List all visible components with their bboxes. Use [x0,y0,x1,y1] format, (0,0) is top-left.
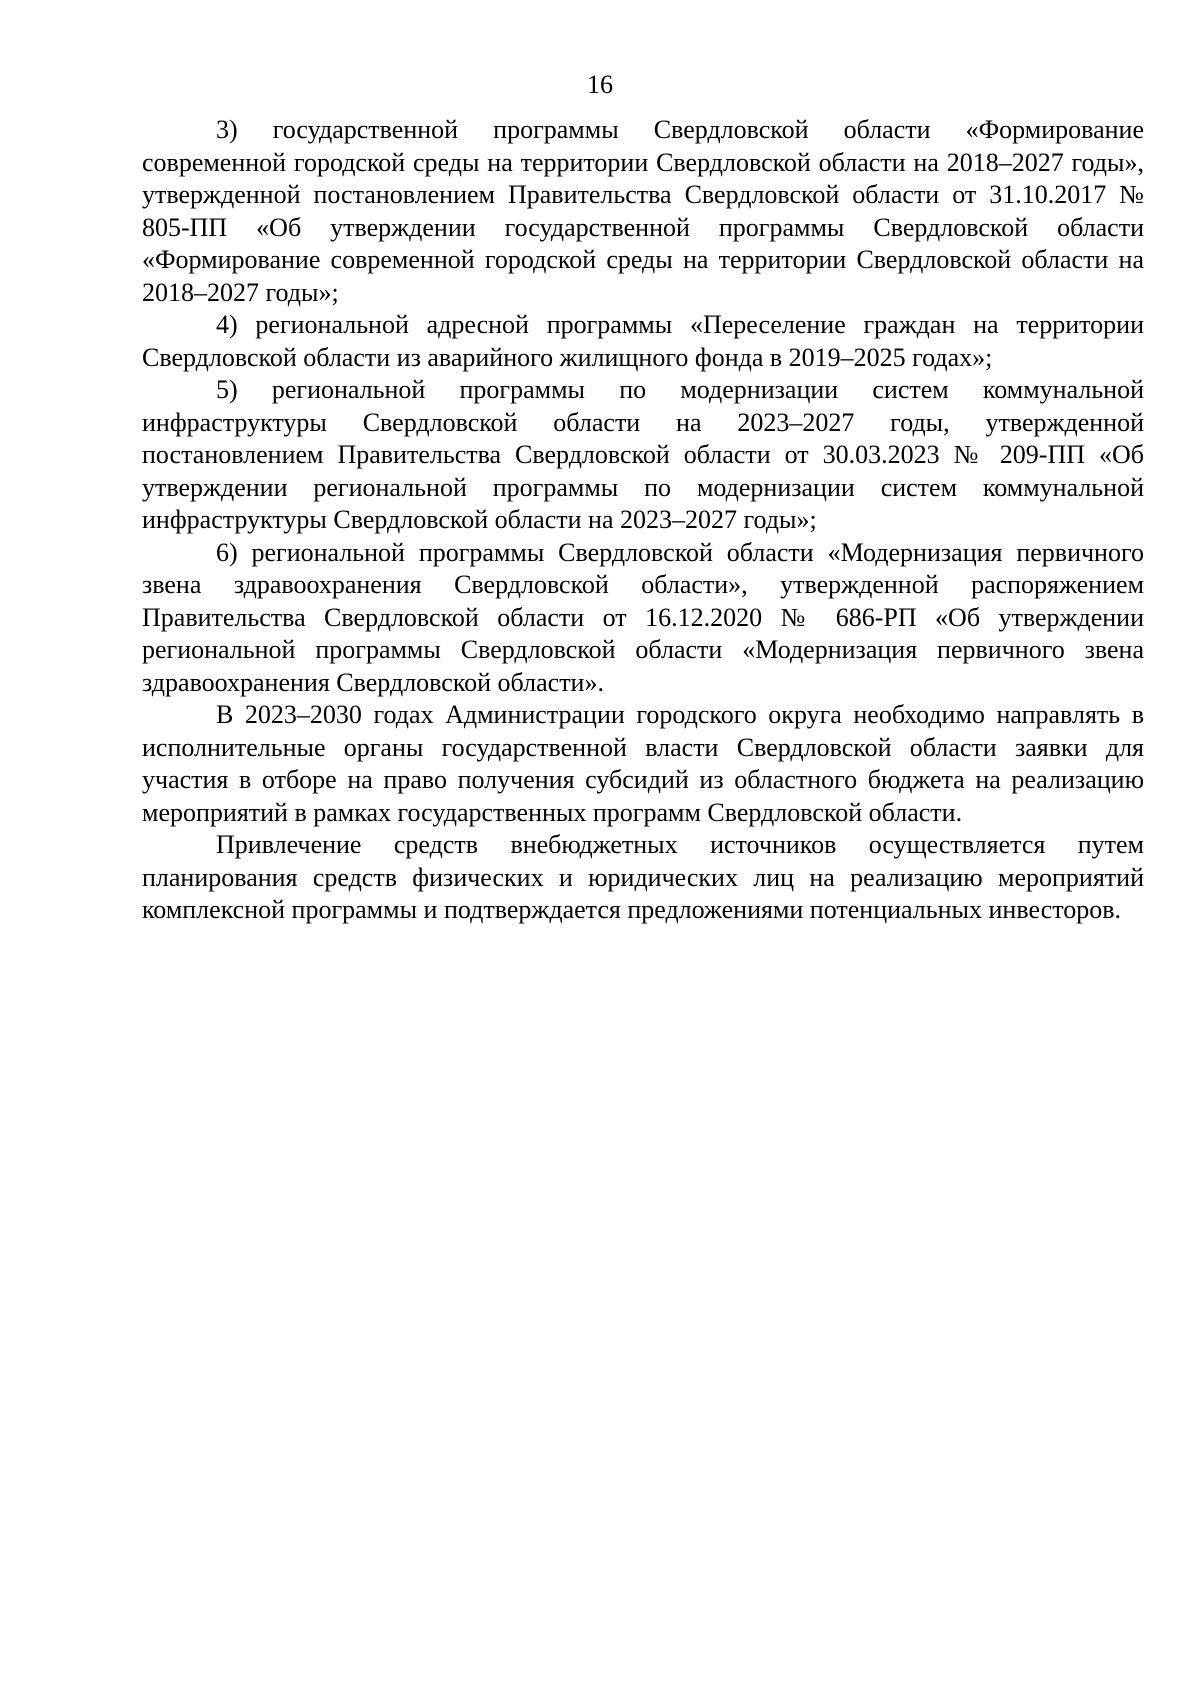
list-item-4-resettlement-program: 4) региональной адресной программы «Переселение граждан на территории Свердловской области из аварийного жилищного фонда в 2019–2025 годах»; [142,310,1144,372]
paragraph-subsidy-applications: В 2023–2030 годах Администрации городского округа необходимо направлять в исполнительные органы государственной власти Свердловской области заявки для участия в отборе на право получения субсидий из областного бюджета на реализацию мероприятий в рамках государственных программ Свердловской области. [142,700,1144,827]
list-item-3-state-program-urban-environment: 3) государственной программы Свердловской области «Формирование современной городской среды на территории Свердловской области на 2018–2027 годы», утвержденной постановлением Правительства Свердловской области от 31.10.2017 № 805-ПП «Об утверждении государственной программы Свердловской области «Формирование современной городской среды на территории Свердловской области на 2018–2027 годы»; [142,115,1144,307]
document-body [142,114,1144,927]
list-item-5-communal-infrastructure-program: 5) региональной программы по модернизации систем коммунальной инфраструктуры Свердловской области на 2023–2027 годы, утвержденной постановлением Правительства Свердловской области от 30.03.2023 № 209-ПП «Об утверждении региональной программы по модернизации систем коммунальной инфраструктуры Свердловской области на 2023–2027 годы»; [142,375,1144,534]
page-number: 16 [587,70,613,99]
list-item-6-healthcare-modernization-program: 6) региональной программы Свердловской области «Модернизация первичного звена здравоохранения Свердловской области», утвержденной распоряжением Правительства Свердловской области от 16.12.2020 № 686-РП «Об утверждении региональной программы Свердловской области «Модернизация первичного звена здравоохранения Свердловской области». [142,537,1144,697]
paragraph-extrabudgetary-sources: Привлечение средств внебюджетных источников осуществляется путем планирования средств физических и юридических лиц на реализацию мероприятий комплексной программы и подтверждается предложениями потенциальных инвесторов. [142,830,1144,924]
